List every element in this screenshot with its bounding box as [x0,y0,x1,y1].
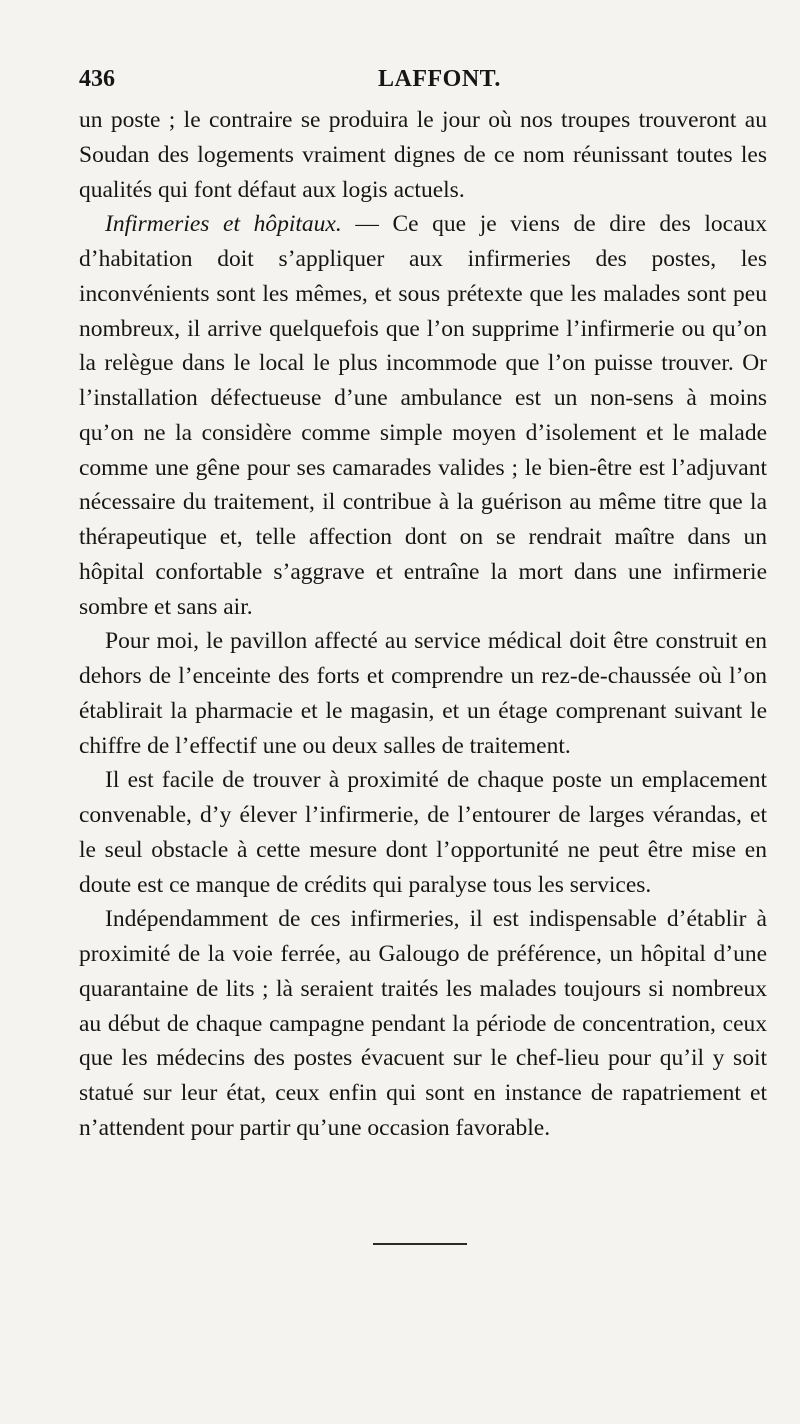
page-number: 436 [79,66,115,92]
paragraph-emplacement: Il est facile de trouver à proximité de chaque poste un emplacement convenable, d’y élever l’infirmerie, de l’entourer de larges vérandas, et le seul obstacle à cette mesure dont l’opportunité ne peut être mise en doute est ce manque de crédits qui paralyse tous les services. [79,767,767,898]
paragraph-pavillon: Pour moi, le pavillon affecté au service médical doit être construit en dehors de l’enceinte des forts et comprendre un rez-de-chaussée où l’on établirait la pharmacie et le magasin, et un étage comprenant suivant le chiffre de l’effectif une ou deux salles de traitement. [79,628,767,759]
end-rule [373,1243,467,1245]
paragraph-continuation: un poste ; le contraire se produira le jour où nos troupes trouveront au Soudan des logements vraiment dignes de ce nom réunissant toutes les qualités qui font défaut aux logis actuels. [79,107,767,203]
paragraph-infirmeries [79,207,767,624]
paragraph-infirmeries-text: — Ce que je viens de dire des locaux d’habitation doit s’appliquer aux infirmeries des postes, les inconvénients sont les mêmes, et sous prétexte que les malades sont peu nombreux, il arrive quelquefois que l’on supprime l’infirmerie ou qu’on la relègue dans le local le plus incommode que l’on puisse trouver. Or l’installation défectueuse d’une ambulance est un non-sens à moins qu’on ne la considère comme simple moyen d’isolement et le malade comme une gêne pour ses camarades valides ; le bien-être est l’adjuvant nécessaire du traitement, il contribue à la guérison au même titre que la thérapeutique et, telle affection dont on se rendrait maître dans un hôpital confortable s’aggrave et entraîne la mort dans une infirmerie sombre et sans air. [79,211,767,620]
running-head: LAFFONT. [378,66,501,92]
section-heading: Infirmeries et hôpitaux. [105,211,342,238]
page-header [79,66,767,102]
body-text [79,103,767,1146]
paragraph-hopital: Indépendamment de ces infirmeries, il est indispensable d’établir à proximité de la voie ferrée, au Galougo de préférence, un hôpital d’une quarantaine de lits ; là seraient traités les malades toujours si nombreux au début de chaque campagne pendant la période de concentration, ceux que les médecins des postes évacuent sur le chef-lieu pour qu’il y soit statué sur leur état, ceux enfin qui sont en instance de rapatriement et n’attendent pour partir qu’une occasion favorable. [79,906,767,1141]
